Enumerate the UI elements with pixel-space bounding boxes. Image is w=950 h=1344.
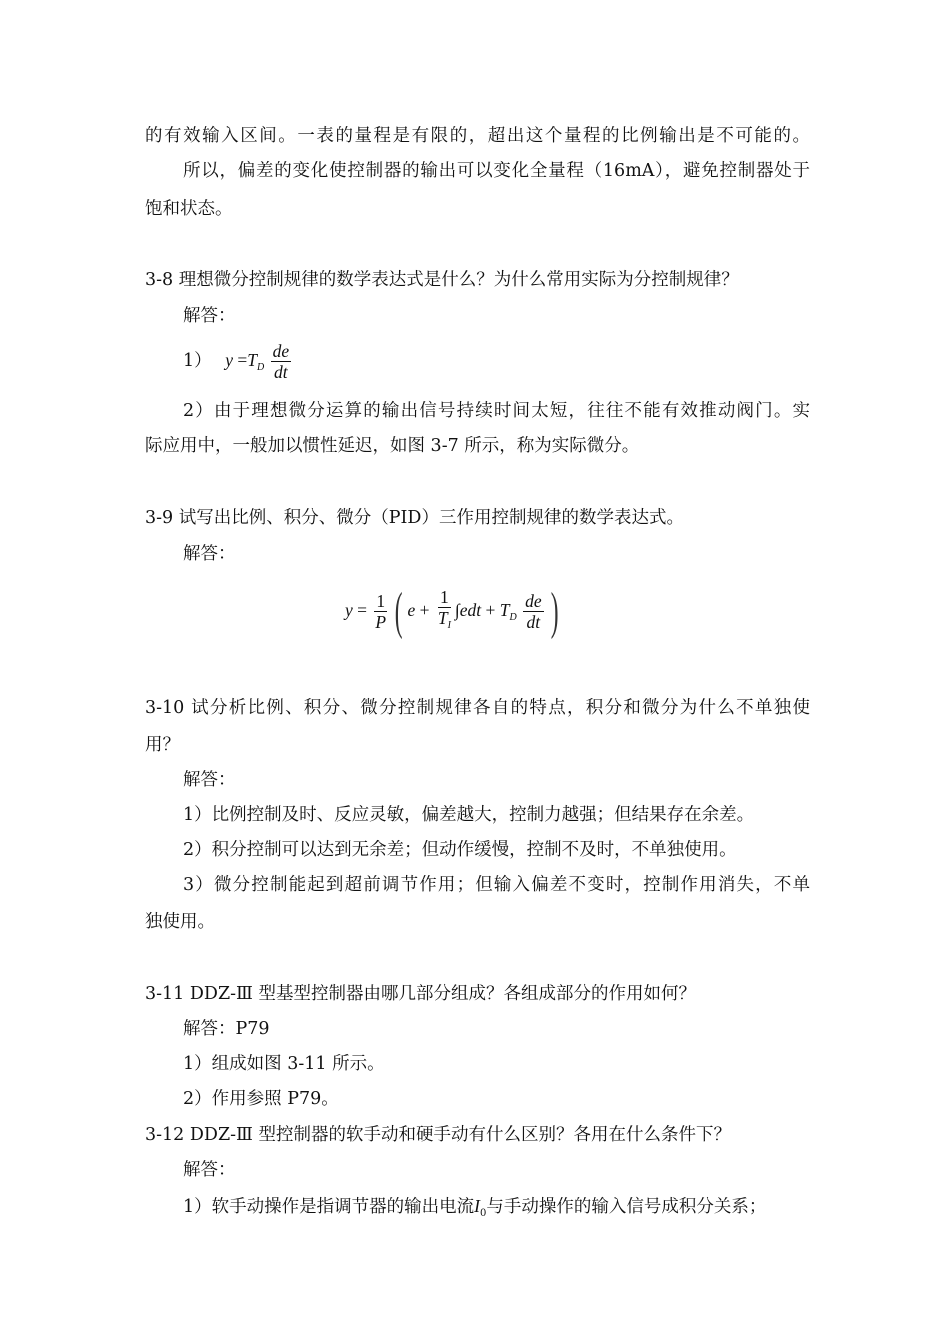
eq-denominator: dt <box>274 362 288 383</box>
pid-sub-I: I <box>447 620 451 632</box>
pid-T: T <box>499 600 510 620</box>
text-line: 1）组成如图 3-11 所示。 <box>183 1054 385 1074</box>
eq-y: y <box>225 350 233 370</box>
question-3-8: 3-8 理想微分控制规律的数学表达式是什么？为什么常用实际为分控制规律？ <box>145 270 739 290</box>
text-line: 际应用中，一般加以惯性延迟，如图 3-7 所示，称为实际微分。 <box>145 436 640 456</box>
text-line: 饱和状态。 <box>145 199 233 219</box>
answer-label: 解答： <box>183 544 236 564</box>
pid-left-paren: ( <box>394 582 403 640</box>
eq-sub-D: D <box>256 362 265 373</box>
pid-integral: ∫ <box>454 600 460 620</box>
pid-right-paren: ) <box>550 582 559 640</box>
text-line: 3）微分控制能起到超前调节作用；但输入偏差不变时，控制作用消失，不单 <box>183 875 810 895</box>
question-3-11: 3-11 DDZ-Ⅲ 型基型控制器由哪几部分组成？各组成部分的作用如何？ <box>145 984 696 1004</box>
pid-numerator: 1 <box>440 587 449 608</box>
question-3-9: 3-9 试写出比例、积分、微分（PID）三作用控制规律的数学表达式。 <box>145 508 684 528</box>
pid-sub-D: D <box>509 612 517 623</box>
answer-label: 解答：P79 <box>183 1019 270 1039</box>
eq-fraction <box>271 341 292 382</box>
text-line: 独使用。 <box>145 912 215 932</box>
text-line: 用？ <box>145 735 180 755</box>
pid-e: e <box>407 600 416 620</box>
text-line <box>183 1188 810 1232</box>
text-segment: 与手动操作的输入信号成积分关系； <box>486 1197 767 1217</box>
text-segment: 1）软手动操作是指调节器的输出电流 <box>183 1197 475 1217</box>
answer-label: 解答： <box>183 1160 236 1180</box>
pid-edt: edt <box>459 600 482 620</box>
eq-equals: = <box>237 350 248 370</box>
eq-T: T <box>247 350 257 370</box>
pid-equals: = <box>357 600 368 620</box>
pid-denominator <box>436 608 453 636</box>
answer-label: 解答： <box>183 770 236 790</box>
pid-T: T <box>437 608 448 629</box>
text-line: 的有效输入区间。一表的量程是有限的，超出这个量程的比例输出是不可能的。 <box>145 126 810 146</box>
list-marker: 1） <box>183 351 212 371</box>
text-line: 1）比例控制及时、反应灵敏，偏差越大，控制力越强；但结果存在余差。 <box>183 805 755 825</box>
pid-denominator: dt <box>526 612 541 633</box>
text-line: 2）积分控制可以达到无余差；但动作缓慢，控制不及时，不单独使用。 <box>183 840 737 860</box>
question-3-12: 3-12 DDZ-Ⅲ 型控制器的软手动和硬手动有什么区别？各用在什么条件下？ <box>145 1125 731 1145</box>
pid-numerator: 1 <box>376 591 386 612</box>
pid-plus: + <box>419 600 430 620</box>
pid-plus: + <box>485 600 496 620</box>
text-line: 2）由于理想微分运算的输出信号持续时间太短，往往不能有效推动阀门。实 <box>183 401 810 421</box>
pid-fraction-1-over-p <box>373 591 388 632</box>
pid-numerator: de <box>525 591 542 612</box>
pid-fraction-de-dt <box>523 591 544 632</box>
pid-fraction-1-over-ti <box>436 587 453 636</box>
symbol-I: I <box>474 1196 480 1216</box>
text-line: 2）作用参照 P79。 <box>183 1089 339 1109</box>
pid-denominator: P <box>375 612 387 633</box>
symbol-sub-0: 0 <box>479 1208 487 1219</box>
question-3-10: 3-10 试分析比例、积分、微分控制规律各自的特点，积分和微分为什么不单独使 <box>145 698 810 718</box>
text-line: 所以，偏差的变化使控制器的输出可以变化全量程（16mA），避免控制器处于 <box>183 161 810 181</box>
pid-y: y <box>345 600 353 620</box>
equation-derivative <box>183 338 810 390</box>
equation-pid <box>345 584 645 644</box>
eq-numerator: de <box>272 341 290 362</box>
answer-label: 解答： <box>183 306 236 326</box>
